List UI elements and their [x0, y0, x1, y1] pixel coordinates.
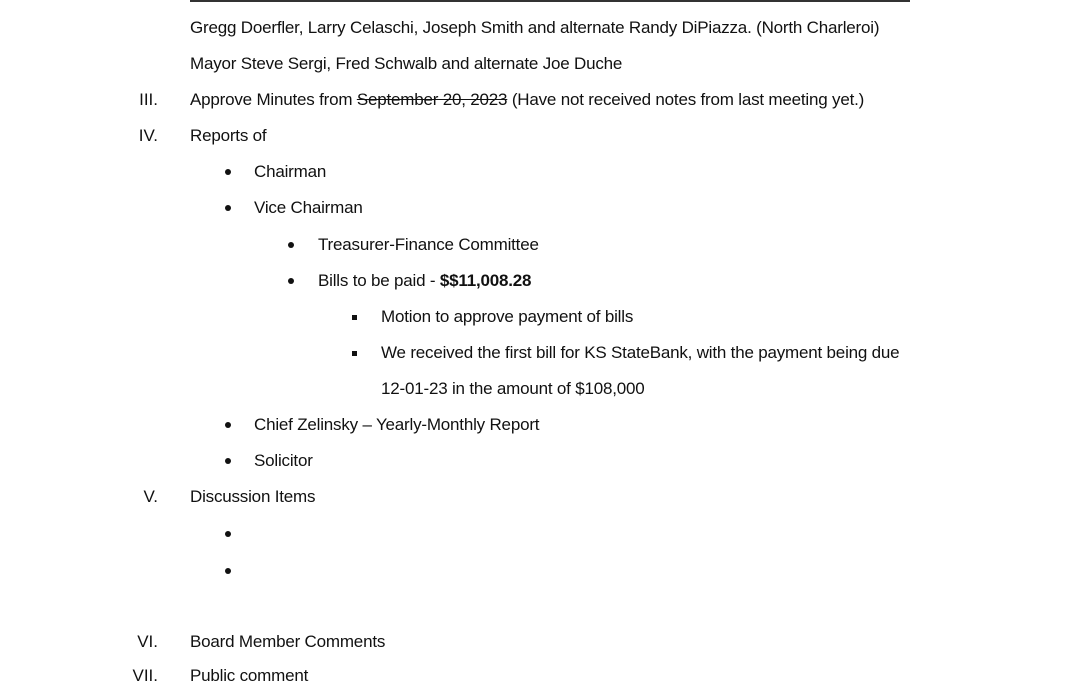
attendee-line-north-charleroi: Gregg Doerfler, Larry Celaschi, Joseph Smith and alternate Randy DiPiazza. (North Charleroi) — [190, 18, 880, 37]
report-vice-chairman: Vice Chairman — [254, 198, 363, 217]
report-chairman: Chairman — [254, 162, 327, 181]
bullet-icon — [288, 242, 294, 248]
square-bullet-icon — [352, 351, 357, 356]
report-solicitor: Solicitor — [254, 451, 313, 470]
clipped-top-line — [190, 0, 910, 8]
bills-amount: $$11,008.28 — [439, 271, 532, 290]
attendee-line-mayor: Mayor Steve Sergi, Fred Schwalb and alternate Joe Duche — [190, 54, 623, 73]
reports-of-heading: Reports of — [190, 126, 267, 145]
approve-minutes-prefix: Approve Minutes from — [190, 90, 357, 109]
approve-minutes-line — [190, 89, 864, 111]
bullet-icon — [225, 458, 231, 464]
bullet-icon — [225, 568, 231, 574]
item-number-3: III. — [139, 90, 158, 109]
bullet-icon — [225, 422, 231, 428]
item-number-4: IV. — [138, 126, 158, 145]
item-number-7: VII. — [132, 666, 158, 685]
item-number-6: VI. — [137, 632, 158, 651]
bills-label: Bills to be paid - — [318, 271, 440, 290]
ks-statebank-bill-line2: 12-01-23 in the amount of $108,000 — [381, 379, 645, 398]
square-bullet-icon — [352, 315, 357, 320]
item-number-5: V. — [143, 487, 158, 506]
approve-minutes-note: (Have not received notes from last meeting yet.) — [507, 90, 865, 109]
bills-to-be-paid — [318, 270, 531, 292]
public-comment-heading: Public comment — [190, 666, 309, 685]
board-member-comments-heading: Board Member Comments — [190, 632, 386, 651]
bullet-icon — [288, 278, 294, 284]
ks-statebank-bill-line1: We received the first bill for KS StateBank, with the payment being due — [381, 343, 900, 362]
bullet-icon — [225, 531, 231, 537]
motion-approve-bills: Motion to approve payment of bills — [381, 307, 634, 326]
bullet-icon — [225, 169, 231, 175]
report-treasurer: Treasurer-Finance Committee — [318, 235, 539, 254]
report-chief-zelinsky: Chief Zelinsky – Yearly-Monthly Report — [254, 415, 540, 434]
bullet-icon — [225, 205, 231, 211]
struck-date: September 20, 2023 — [356, 90, 508, 109]
discussion-items-heading: Discussion Items — [190, 487, 316, 506]
